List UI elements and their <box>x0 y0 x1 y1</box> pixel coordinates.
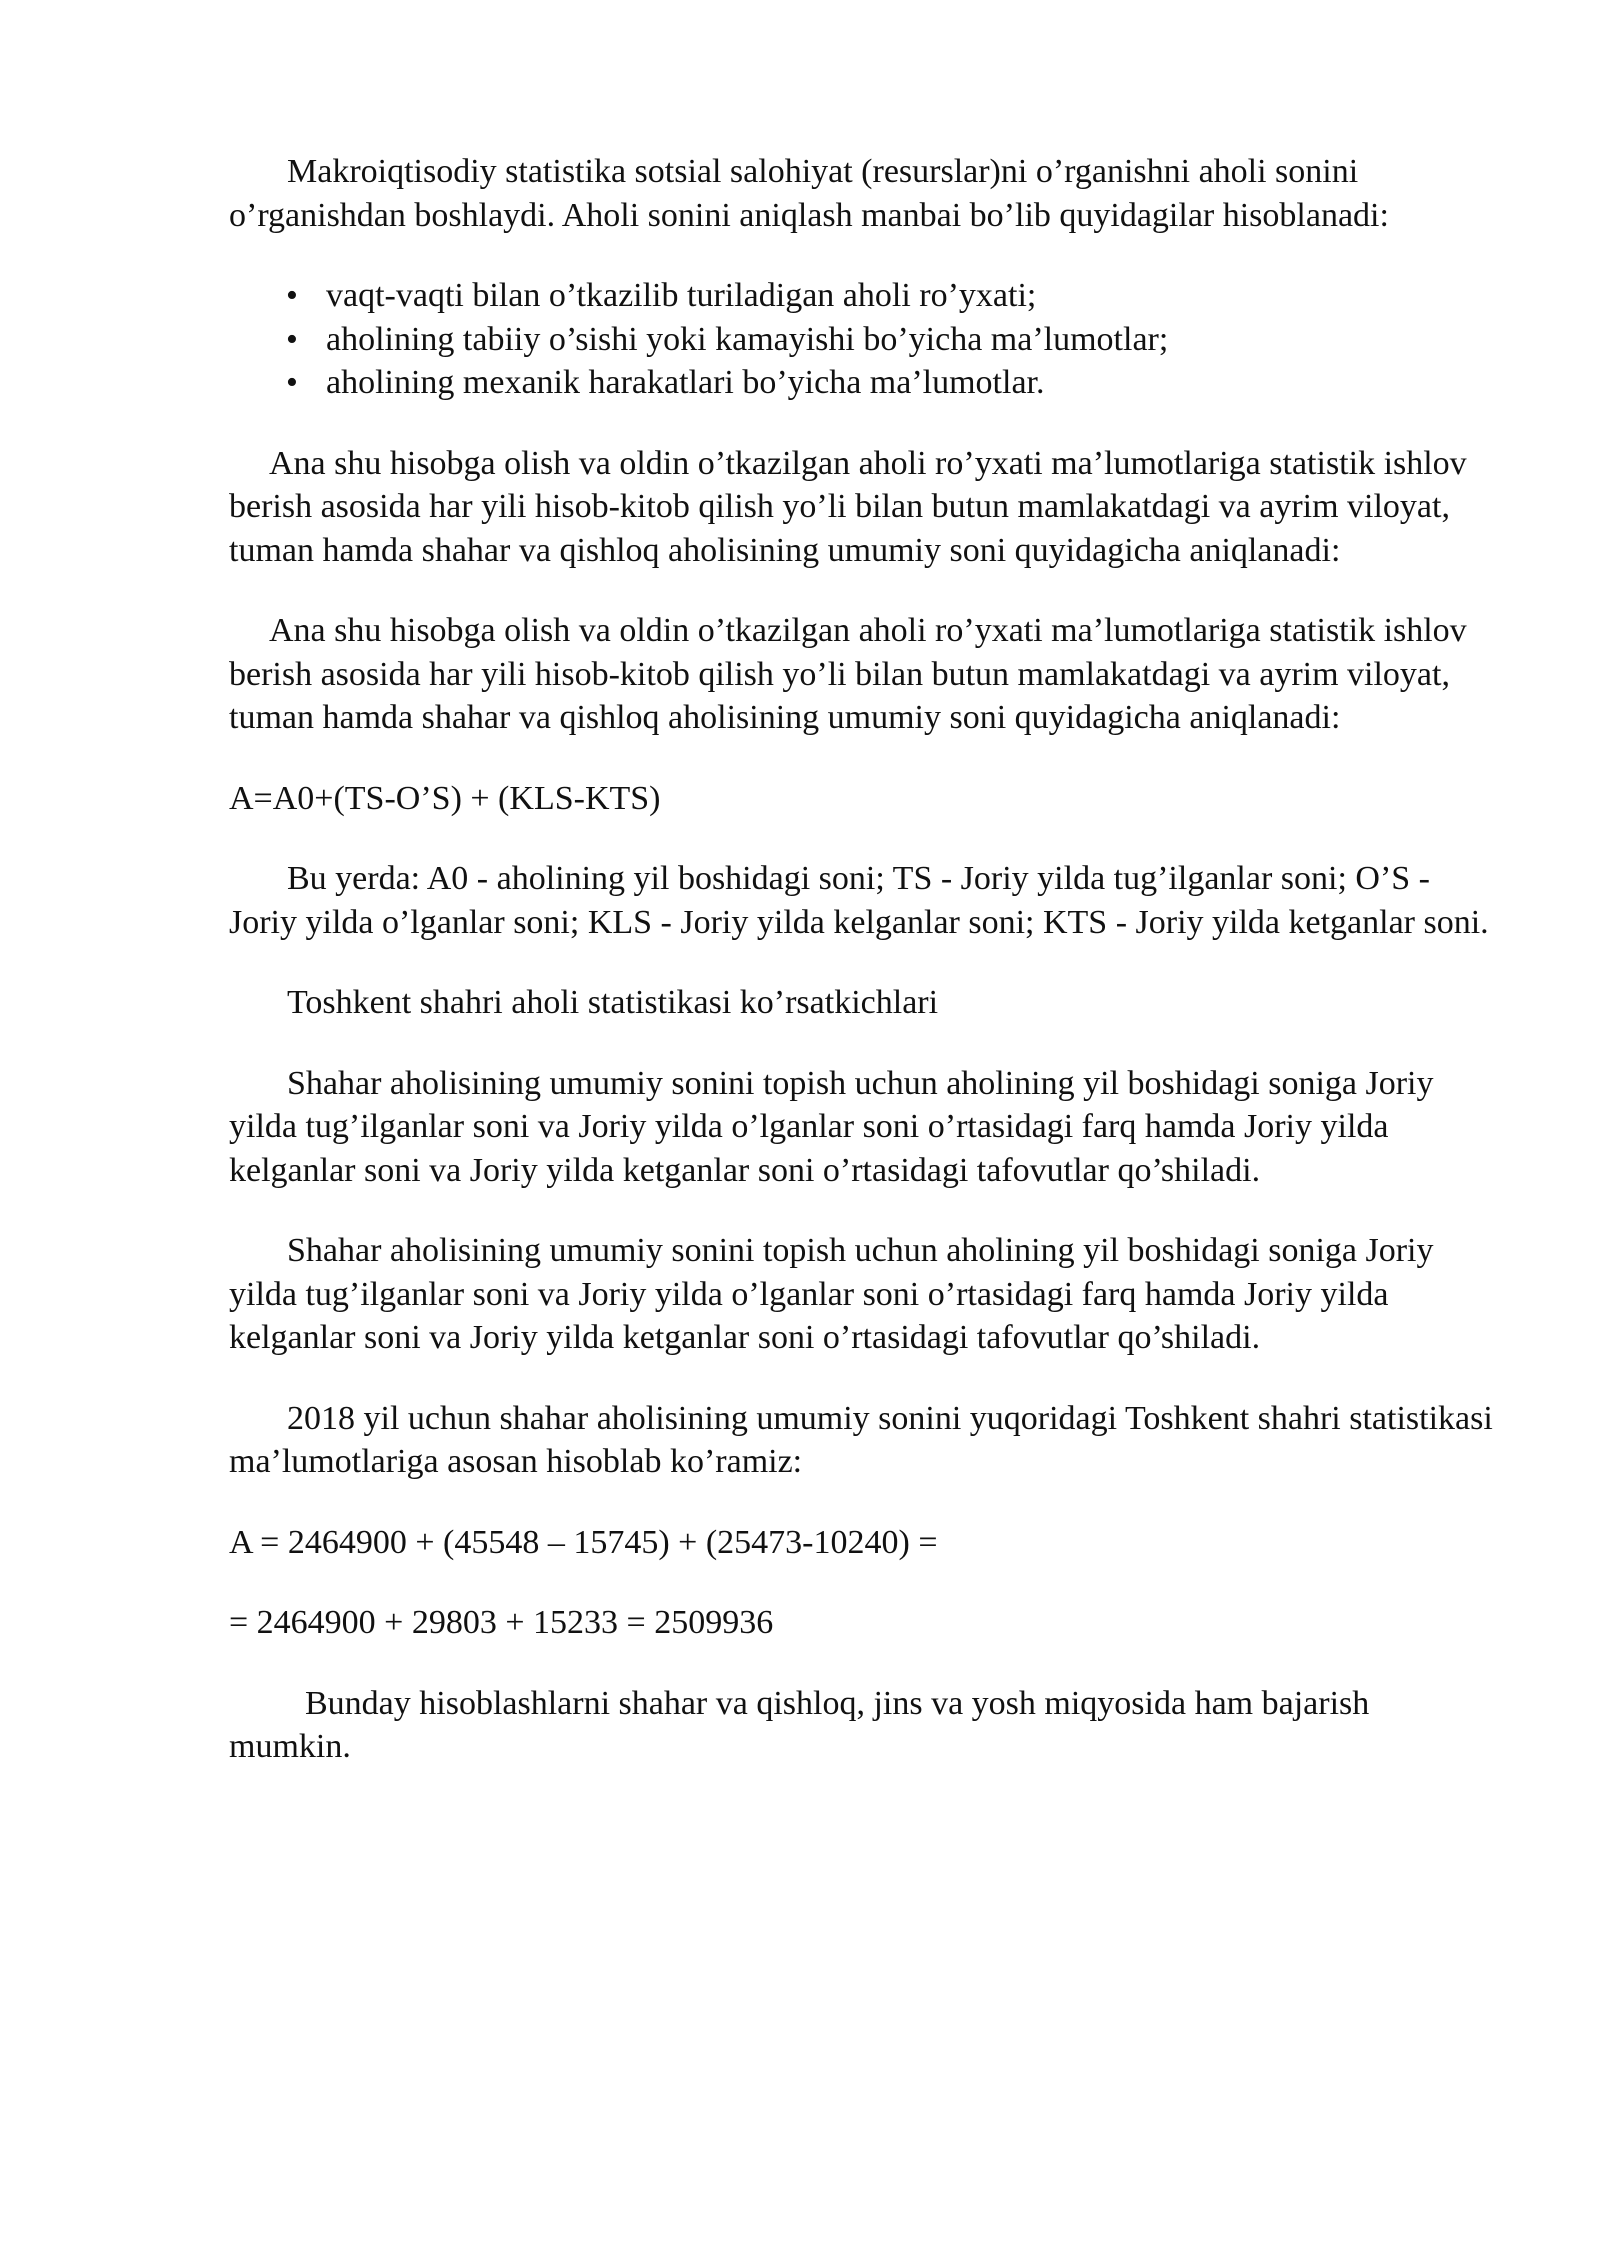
list-item-text: aholining tabiiy o’sishi yoki kamayishi bo’yicha ma’lumotlar; <box>326 320 1169 358</box>
list-item <box>286 274 1499 318</box>
list-item <box>286 318 1499 362</box>
calculation-intro: 2018 yil uchun shahar aholisining umumiy sonini yuqoridagi Toshkent shahri statistikasi ma’lumotlariga asosan hisoblab ko’ramiz: <box>229 1399 1493 1480</box>
sources-note-paragraph-repeat: Ana shu hisobga olish va oldin o’tkazilgan aholi ro’yxati ma’lumotlariga statistik ishlov berish asosida har yili hisob-kitob qilish yo’li bilan butun mamlakatdagi va ayrim viloyat, tuman hamda shahar va qishloq aholisining umumiy soni quyidagicha aniqlanadi: <box>229 612 1467 736</box>
general-formula: A=A0+(TS-O’S) + (KLS-KTS) <box>229 779 661 817</box>
bullet-icon: • <box>286 320 298 358</box>
sources-list <box>229 274 1499 405</box>
explanation-paragraph-repeat: Shahar aholisining umumiy sonini topish uchun aholining yil boshidagi soniga Joriy yilda tug’ilganlar soni va Joriy yilda o’lganlar soni o’rtasidagi farq hamda Joriy yilda kelganlar soni va Joriy yilda ketganlar soni o’rtasidagi tafovutlar qo’shiladi. <box>229 1232 1434 1356</box>
calculation-line-2: = 2464900 + 29803 + 15233 = 2509936 <box>229 1604 774 1641</box>
formula-legend: Bu yerda: A0 - aholining yil boshidagi soni; TS - Joriy yilda tug’ilganlar soni; O’S - Joriy yilda o’lganlar soni; KLS - Joriy yilda kelganlar soni; KTS - Joriy yilda ketganlar soni. <box>229 860 1489 941</box>
intro-paragraph: Makroiqtisodiy statistika sotsial salohiyat (resurslar)ni o’rganishni aholi sonini o’rganishdan boshlaydi. Aholi sonini aniqlash manbai bo’lib quyidagilar hisoblanadi: <box>229 153 1389 234</box>
list-item-text: aholining mexanik harakatlari bo’yicha ma’lumotlar. <box>326 364 1045 401</box>
explanation-paragraph: Shahar aholisining umumiy sonini topish uchun aholining yil boshidagi soniga Joriy yilda tug’ilganlar soni va Joriy yilda o’lganlar soni o’rtasidagi farq hamda Joriy yilda kelganlar soni va Joriy yilda ketganlar soni o’rtasidagi tafovutlar qo’shiladi. <box>229 1064 1434 1189</box>
calculation-line-1: A = 2464900 + (45548 – 15745) + (25473-10240) = <box>229 1523 938 1561</box>
document-body <box>229 150 1499 1806</box>
bullet-icon: • <box>286 364 298 401</box>
list-item-text: vaqt-vaqti bilan o’tkazilib turiladigan aholi ro’yxati; <box>326 277 1037 314</box>
section-heading: Toshkent shahri aholi statistikasi ko’rsatkichlari <box>287 984 939 1021</box>
closing-paragraph: Bunday hisoblashlarni shahar va qishloq, jins va yosh miqyosida ham bajarish mumkin. <box>229 1684 1370 1765</box>
list-item <box>286 361 1499 405</box>
sources-note-paragraph: Ana shu hisobga olish va oldin o’tkazilgan aholi ro’yxati ma’lumotlariga statistik ishlov berish asosida har yili hisob-kitob qilish yo’li bilan butun mamlakatdagi va ayrim viloyat, tuman hamda shahar va qishloq aholisining umumiy soni quyidagicha aniqlanadi: <box>229 444 1467 569</box>
bullet-icon: • <box>286 277 298 314</box>
